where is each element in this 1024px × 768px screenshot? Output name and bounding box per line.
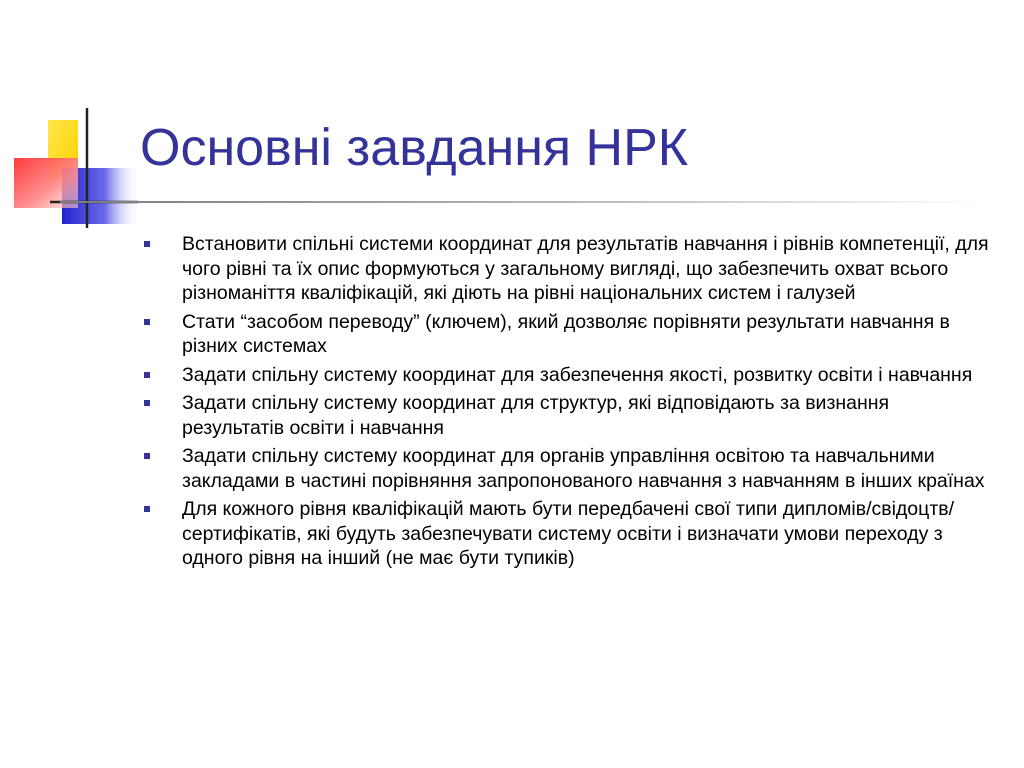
bullet-item (140, 391, 990, 440)
bullet-text: Встановити спільні системи координат для результатів навчання і рівнів компетенції, для чого рівні та їх опис формуються у загальному вигляді, що забезпечить охват всього різноманіття кваліфікацій, які діють на рівні національних систем і галузей (182, 233, 989, 304)
bullet-text: Для кожного рівня кваліфікацій мають бути передбачені свої типи дипломів/свідоцтв/сертифікатів, які будуть забезпечувати систему освіти і визначати умови переходу з одного рівня на інший (не має бути тупиків) (182, 498, 955, 569)
square-bullet-icon (144, 453, 150, 459)
bullet-text: Задати спільну систему координат для забезпечення якості, розвитку освіти і навчання (182, 363, 973, 386)
square-bullet-icon (144, 319, 150, 325)
square-bullet-icon (144, 241, 150, 247)
bullet-item (140, 310, 990, 359)
square-bullet-icon (144, 372, 150, 378)
bullet-item (140, 497, 990, 571)
slide-title: Основні завдання НРК (140, 119, 689, 177)
bullet-text: Задати спільну систему координат для структур, які відповідають за визнання результатів освіти і навчання (182, 392, 890, 439)
bullet-item (140, 232, 990, 306)
bullet-list (140, 232, 990, 575)
bullet-item (140, 363, 990, 388)
square-bullet-icon (144, 506, 150, 512)
bullet-item (140, 444, 990, 493)
square-bullet-icon (144, 400, 150, 406)
decorative-logo (0, 100, 150, 235)
bullet-text: Стати “засобом переводу” (ключем), який дозволяє порівняти результати навчання в різних системах (182, 310, 950, 357)
title-divider (60, 201, 990, 203)
bullet-text: Задати спільну систему координат для органів управління освітою та навчальними закладами в частині порівняння запропонованого навчання з навчанням в інших країнах (182, 445, 985, 492)
